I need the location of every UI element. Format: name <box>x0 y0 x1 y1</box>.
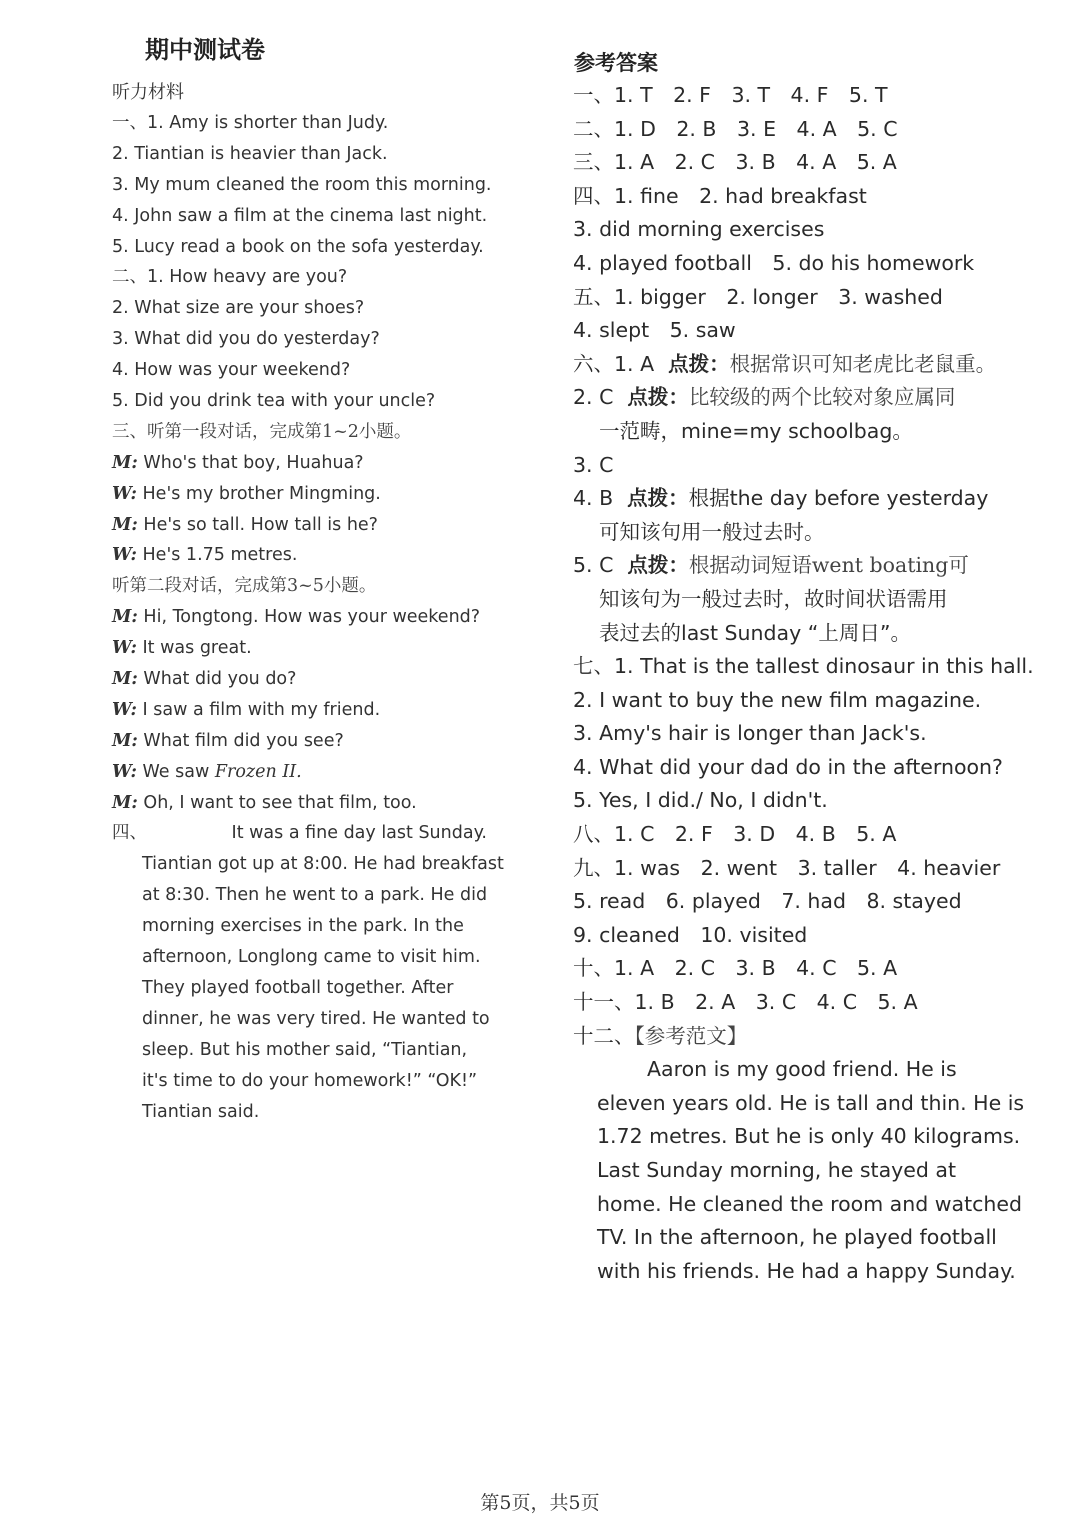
answer-line: 十、1. A 2. C 3. B 4. C 5. A <box>573 956 898 981</box>
essay-line: Last Sunday morning, he stayed at <box>597 1158 957 1182</box>
essay-line: 1.72 metres. But he is only 40 kilograms. <box>597 1124 1021 1149</box>
listening-line: 5. Did you drink tea with your uncle? <box>112 391 436 412</box>
essay-label: 十二、 <box>573 1023 635 1048</box>
answer-key <box>573 79 1034 1288</box>
answers-heading: 参考答案 <box>574 51 658 75</box>
answer-line: 4. played football 5. do his homework <box>573 250 975 275</box>
answer-line: 5. Yes, I did./ No, I didn't. <box>573 788 828 813</box>
listening-line: 4. John saw a film at the cinema last night. <box>112 205 488 226</box>
dialogue-line <box>112 602 487 633</box>
passage-line: sleep. But his mother said, “Tiantian, <box>142 1039 468 1060</box>
passage-first-line <box>112 818 487 849</box>
film-title: Frozen II. <box>214 761 302 782</box>
tip-continuation: 可知该句用一般过去时。 <box>599 519 825 544</box>
utterance: We saw <box>142 761 210 782</box>
speaker: M: <box>112 452 138 473</box>
listening-line: 三、听第一段对话，完成第1~2小题。 <box>112 421 412 442</box>
tip-label: 点拨： <box>627 553 689 578</box>
speaker: M: <box>112 514 138 535</box>
passage-line: afternoon, Longlong came to visit him. <box>142 947 481 968</box>
tip-continuation: 一范畴，mine=my schoolbag。 <box>599 418 913 443</box>
dialogue-line <box>112 664 487 695</box>
answer-line: 十一、1. B 2. A 3. C 4. C 5. A <box>573 990 918 1015</box>
listening-line: 一、1. Amy is shorter than Judy. <box>112 113 389 133</box>
dialogue-line <box>112 757 487 788</box>
answer-line: 五、1. bigger 2. longer 3. washed <box>573 284 943 309</box>
answer-line: 9. cleaned 10. visited <box>573 922 808 947</box>
answer-line: 三、1. A 2. C 3. B 4. A 5. A <box>573 150 897 175</box>
tip-text: 根据动词短语went boating可 <box>688 553 969 578</box>
essay-line: eleven years old. He is tall and thin. He is <box>597 1090 1025 1115</box>
dialogue-line <box>112 448 487 479</box>
dialogue-line <box>112 479 487 510</box>
answer-line <box>573 348 1028 382</box>
answer-number: 5. C <box>573 553 614 578</box>
tip-continuation: 知该句为一般过去时，故时间状语需用 <box>599 586 948 611</box>
utterance: He's so tall. How tall is he? <box>143 514 378 535</box>
essay-line: home. He cleaned the room and watched <box>597 1191 1023 1216</box>
essay-tag: 【参考范文】 <box>634 1023 748 1048</box>
answer-line: 3. Amy's hair is longer than Jack's. <box>573 721 927 746</box>
speaker: M: <box>112 669 138 690</box>
dialogue-intro: 听第二段对话，完成第3~5小题。 <box>112 576 377 597</box>
utterance: What did you do? <box>143 669 297 690</box>
answer-line: 二、1. D 2. B 3. E 4. A 5. C <box>573 116 898 141</box>
utterance: He's my brother Mingming. <box>142 483 381 504</box>
answer-number: 2. C <box>573 385 614 410</box>
dialogue-line <box>112 726 487 757</box>
listening-line: 4. How was your weekend? <box>112 360 351 381</box>
essay-heading <box>573 1020 1028 1054</box>
answer-number: 4. B <box>573 486 614 511</box>
utterance: I saw a film with my friend. <box>142 699 381 720</box>
speaker: W: <box>112 545 137 566</box>
listening-material <box>112 108 504 1127</box>
passage-line: morning exercises in the park. In the <box>142 916 464 937</box>
essay-line: TV. In the afternoon, he played football <box>597 1225 997 1250</box>
dialogue-line <box>112 695 487 726</box>
tip-label: 点拨： <box>627 486 689 511</box>
listening-line: 5. Lucy read a book on the sofa yesterday. <box>112 236 484 257</box>
answer-line: 3. did morning exercises <box>573 217 825 242</box>
speaker: W: <box>112 761 137 782</box>
answer-line <box>573 381 1028 415</box>
answer-line: 4. What did your dad do in the afternoon? <box>573 754 1003 779</box>
answer-line: 九、1. was 2. went 3. taller 4. heavier <box>573 855 1001 880</box>
tip-label: 点拨： <box>668 351 730 376</box>
speaker: W: <box>112 699 137 720</box>
passage-line: Tiantian said. <box>142 1101 260 1122</box>
answer-line: 四、1. fine 2. had breakfast <box>573 183 867 208</box>
answer-line: 一、1. T 2. F 3. T 4. F 5. T <box>573 83 888 107</box>
answer-line: 5. read 6. played 7. had 8. stayed <box>573 889 962 914</box>
listening-line: 3. My mum cleaned the room this morning. <box>112 174 492 195</box>
page-number: 第5页，共5页 <box>480 1492 600 1514</box>
speaker: M: <box>112 730 138 751</box>
passage-line: They played football together. After <box>142 977 454 998</box>
passage-line: at 8:30. Then he went to a park. He did <box>142 885 488 906</box>
answer-line: 2. I want to buy the new film magazine. <box>573 687 982 712</box>
utterance: What film did you see? <box>143 730 344 751</box>
listening-line: 二、1. How heavy are you? <box>112 267 348 288</box>
speaker: M: <box>112 607 138 628</box>
passage-line: dinner, he was very tired. He wanted to <box>142 1008 490 1029</box>
answer-line: 八、1. C 2. F 3. D 4. B 5. A <box>573 822 897 847</box>
dialogue-line <box>112 788 487 819</box>
answer-line <box>573 549 1028 583</box>
essay-line: Aaron is my good friend. He is <box>647 1057 957 1082</box>
speaker: M: <box>112 792 138 813</box>
answer-line: 3. C <box>573 452 614 477</box>
dialogue-line <box>112 633 487 664</box>
answer-line <box>573 482 1028 516</box>
passage-label: 四、 <box>112 823 147 844</box>
utterance: It was great. <box>142 638 252 659</box>
tip-text: 根据常识可知老虎比老鼠重。 <box>729 351 997 376</box>
speaker: W: <box>112 483 137 504</box>
answer-number: 六、1. A <box>573 351 655 376</box>
tip-continuation: 表过去的last Sunday “上周日”。 <box>599 620 911 645</box>
listening-heading: 听力材料 <box>112 82 184 103</box>
dialogue-line <box>112 510 487 541</box>
tip-text: 比较级的两个比较对象应属同 <box>688 385 956 410</box>
answer-line: 4. slept 5. saw <box>573 318 736 343</box>
passage-text: It was a fine day last Sunday. <box>231 823 487 844</box>
utterance: Who's that boy, Huahua? <box>143 452 364 473</box>
essay-line: with his friends. He had a happy Sunday. <box>597 1258 1016 1283</box>
tip-text: 根据the day before yesterday <box>688 486 989 511</box>
utterance: He's 1.75 metres. <box>142 545 298 566</box>
dialogue-line <box>112 540 487 571</box>
page-title: 期中测试卷 <box>145 36 265 64</box>
utterance: Oh, I want to see that film, too. <box>143 792 417 813</box>
listening-line: 2. What size are your shoes? <box>112 298 365 319</box>
passage-line: it's time to do your homework!” “OK!” <box>142 1070 478 1091</box>
tip-label: 点拨： <box>627 385 689 410</box>
utterance: Hi, Tongtong. How was your weekend? <box>143 607 481 628</box>
speaker: W: <box>112 638 137 659</box>
answer-line: 七、1. That is the tallest dinosaur in this hall. <box>573 654 1034 679</box>
passage-line: Tiantian got up at 8:00. He had breakfast <box>142 854 504 875</box>
listening-line: 2. Tiantian is heavier than Jack. <box>112 143 388 164</box>
listening-line: 3. What did you do yesterday? <box>112 329 380 350</box>
